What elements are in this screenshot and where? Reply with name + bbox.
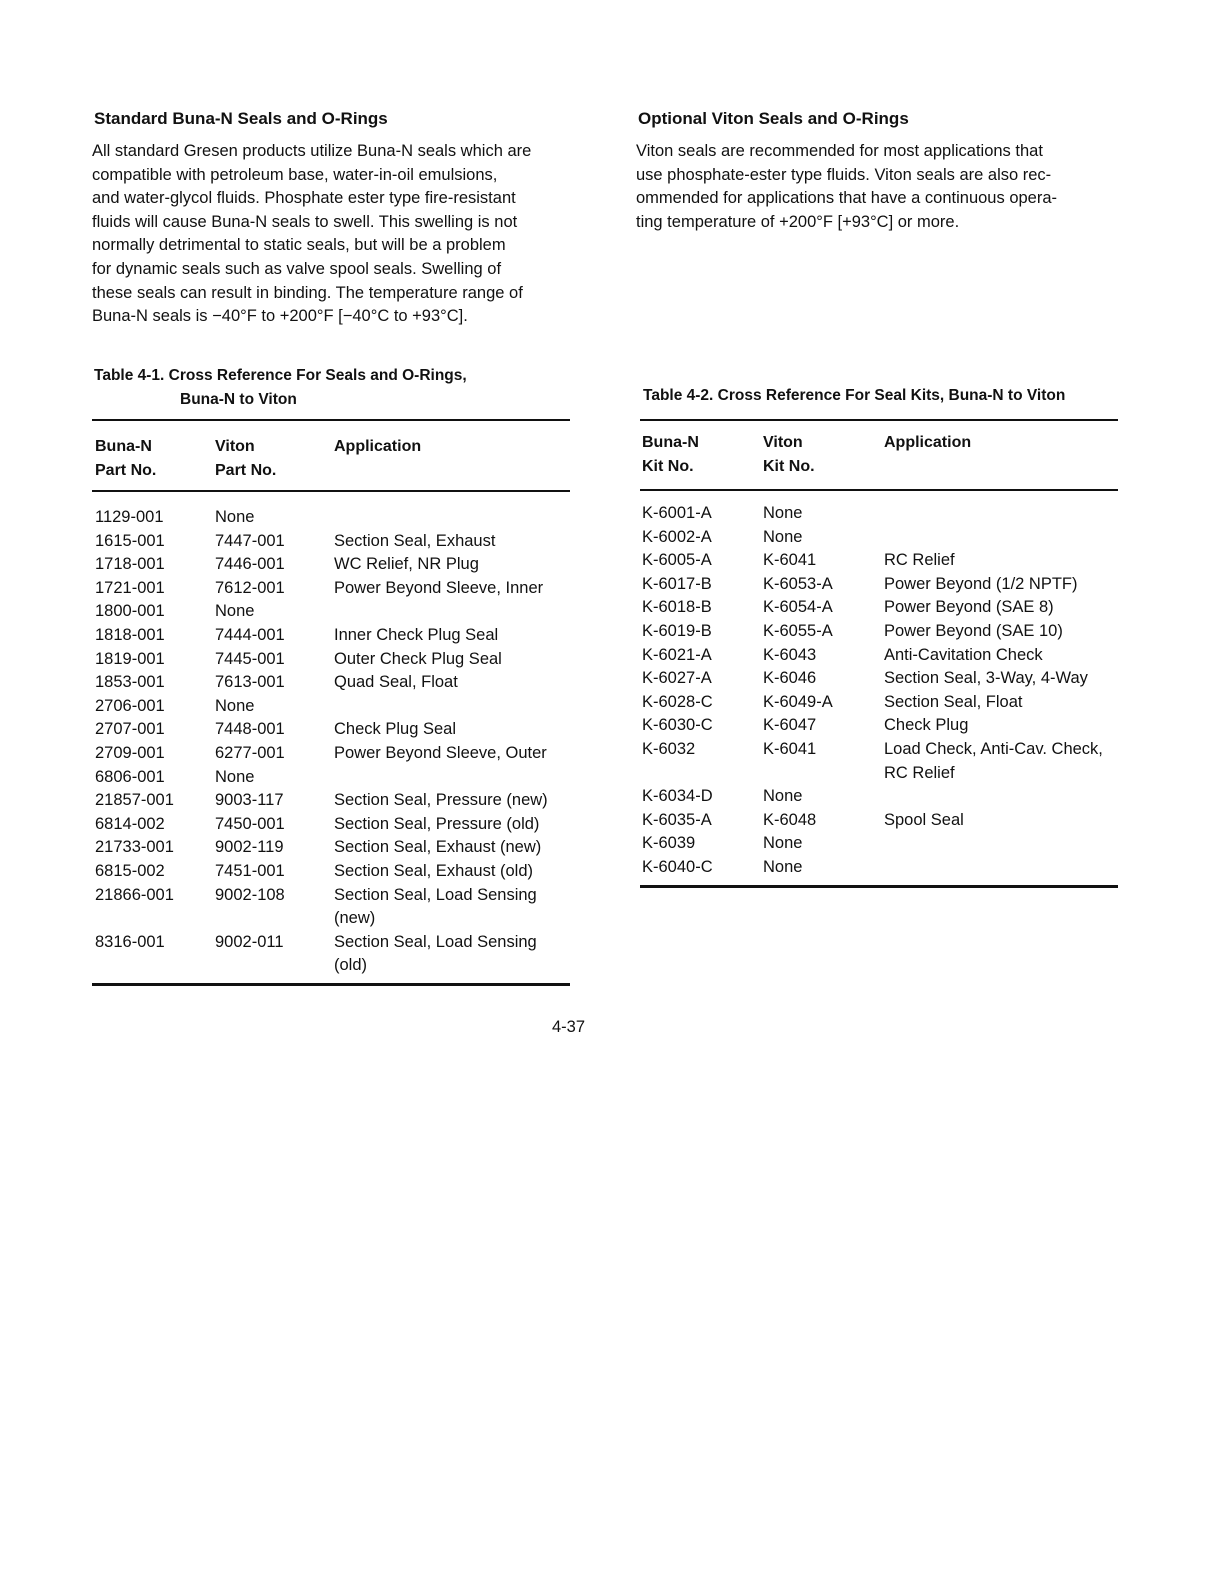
viton-part-cell: 7448-001 <box>215 720 285 739</box>
table1-top-rule <box>92 419 570 421</box>
table1-header-col1-line1: Buna-N <box>95 438 152 455</box>
application-cell <box>334 718 456 742</box>
table2-top-rule <box>640 419 1118 421</box>
table2-header-col3 <box>884 431 971 455</box>
application-cell <box>334 931 537 978</box>
right-paragraph-line: Viton seals are recommended for most applications that <box>636 142 1043 160</box>
viton-part-cell: None <box>763 504 803 522</box>
right-section-heading: Optional Viton Seals and O-Rings <box>638 109 909 128</box>
table1-header-col2-line1: Viton <box>215 438 255 455</box>
application-text: Section Seal, Pressure (new) <box>334 791 548 810</box>
table1-header-col2 <box>215 435 276 483</box>
right-paragraph-line: ommended for applications that have a continuous opera- <box>636 189 1058 208</box>
left-paragraph-line: All standard Gresen products utilize Buna-N seals which are <box>92 142 532 160</box>
table-row <box>642 549 1132 573</box>
viton-part-cell: K-6048 <box>763 810 817 829</box>
application-text: Section Seal, Exhaust (new) <box>334 838 542 857</box>
buna-part-cell: K-6034-D <box>642 787 713 806</box>
application-cell <box>884 573 1078 597</box>
application-text: Check Plug Seal <box>334 720 456 739</box>
application-cell <box>884 620 1063 644</box>
table2-header-col2-line2: Kit No. <box>763 458 815 475</box>
viton-part-cell: K-6043 <box>763 645 817 664</box>
application-text: RC Relief <box>884 551 955 570</box>
application-text: Power Beyond Sleeve, Outer <box>334 743 547 762</box>
left-paragraph-line: compatible with petroleum base, water-in-oil emulsions, <box>92 165 498 184</box>
application-cell <box>884 596 1054 620</box>
buna-part-cell: 8316-001 <box>95 932 165 951</box>
table2-header-col1 <box>642 431 699 479</box>
table-row <box>95 671 575 695</box>
table2-header-col3-line1: Application <box>884 434 972 451</box>
table1-bottom-rule <box>92 983 570 986</box>
table1-header-col3-line1: Application <box>334 438 422 455</box>
viton-part-cell: K-6046 <box>763 669 817 688</box>
application-text: WC Relief, NR Plug <box>334 555 479 574</box>
viton-part-cell: 7613-001 <box>215 673 285 692</box>
table1-header-col3 <box>334 435 421 459</box>
viton-part-cell: 7451-001 <box>215 861 285 880</box>
buna-part-cell: 1129-001 <box>95 508 164 526</box>
buna-part-cell: K-6032 <box>642 739 696 758</box>
application-cell <box>334 530 495 554</box>
viton-part-cell: K-6055-A <box>763 621 833 640</box>
left-section-paragraph <box>92 140 592 329</box>
application-text: Power Beyond Sleeve, Inner <box>334 578 544 597</box>
table-row <box>642 856 1132 880</box>
viton-part-cell: K-6041 <box>763 551 817 570</box>
viton-part-cell: None <box>763 857 803 876</box>
buna-part-cell: K-6002-A <box>642 527 712 546</box>
table-row <box>95 553 575 577</box>
application-text-continued: (old) <box>334 956 368 975</box>
table-row <box>642 644 1132 668</box>
application-text: Power Beyond (SAE 8) <box>884 598 1054 617</box>
buna-part-cell: 1721-001 <box>95 578 165 597</box>
buna-part-cell: 6806-001 <box>95 767 165 786</box>
application-cell <box>884 738 1103 785</box>
table1-header-col2-line2: Part No. <box>215 462 277 479</box>
buna-part-cell: 21857-001 <box>95 791 174 810</box>
application-text: Inner Check Plug Seal <box>334 625 499 644</box>
application-cell <box>334 553 479 577</box>
viton-part-cell: 6277-001 <box>215 743 285 762</box>
table-row <box>95 836 575 860</box>
viton-part-cell: K-6049-A <box>763 692 833 711</box>
buna-part-cell: 1853-001 <box>95 673 165 692</box>
table-row <box>95 766 575 790</box>
buna-part-cell: 2709-001 <box>95 743 165 762</box>
right-section-paragraph <box>636 140 1136 234</box>
viton-part-cell: 9002-011 <box>215 932 284 951</box>
table2-caption-line1: Table 4-2. Cross Reference For Seal Kits, Buna-N to Viton <box>643 387 1066 404</box>
application-text-continued: RC Relief <box>884 763 955 782</box>
table-row <box>95 577 575 601</box>
application-text: Power Beyond (SAE 10) <box>884 621 1063 640</box>
viton-part-cell: K-6053-A <box>763 574 833 593</box>
right-paragraph-line: ting temperature of +200°F [+93°C] or more. <box>636 212 960 231</box>
application-text: Section Seal, 3-Way, 4-Way <box>884 669 1088 688</box>
table1-header-col1-line2: Part No. <box>95 462 157 479</box>
left-section-heading: Standard Buna-N Seals and O-Rings <box>94 109 388 128</box>
buna-part-cell: 1718-001 <box>95 555 165 574</box>
table-row <box>95 884 575 931</box>
table1-header-col1 <box>95 435 156 483</box>
viton-part-cell: 9002-119 <box>215 838 284 857</box>
table1-caption-line2: Buna-N to Viton <box>180 391 297 408</box>
buna-part-cell: 21733-001 <box>95 838 174 857</box>
buna-part-cell: 2706-001 <box>95 696 165 715</box>
table-row <box>642 809 1132 833</box>
table1-caption <box>94 364 467 412</box>
viton-part-cell: None <box>763 527 803 546</box>
page-number: 4-37 <box>552 1018 586 1036</box>
application-cell <box>334 836 541 860</box>
table-row <box>642 596 1132 620</box>
application-cell <box>334 789 548 813</box>
application-cell <box>334 742 547 766</box>
application-text: Power Beyond (1/2 NPTF) <box>884 574 1078 593</box>
application-text: Section Seal, Load Sensing <box>334 932 537 951</box>
buna-part-cell: K-6027-A <box>642 669 712 688</box>
viton-part-cell: K-6041 <box>763 739 817 758</box>
left-paragraph-line: for dynamic seals such as valve spool seals. Swelling of <box>92 259 502 278</box>
buna-part-cell: 1615-001 <box>95 531 165 550</box>
table-row <box>95 600 575 624</box>
buna-part-cell: 21866-001 <box>95 885 174 904</box>
table2-header-col2-line1: Viton <box>763 434 803 451</box>
table-row <box>642 785 1132 809</box>
application-text: Anti-Cavitation Check <box>884 645 1043 664</box>
application-text: Section Seal, Load Sensing <box>334 885 537 904</box>
application-cell <box>884 809 964 833</box>
buna-part-cell: K-6021-A <box>642 645 712 664</box>
viton-part-cell: K-6054-A <box>763 598 833 617</box>
table2-body <box>642 502 1132 880</box>
table-row <box>642 738 1132 785</box>
table1-header-rule <box>92 490 570 492</box>
buna-part-cell: K-6017-B <box>642 574 712 593</box>
viton-part-cell: None <box>763 834 803 853</box>
table-row <box>95 742 575 766</box>
table-row <box>642 667 1132 691</box>
buna-part-cell: 1818-001 <box>95 625 165 644</box>
table-row <box>95 860 575 884</box>
left-paragraph-line: Buna-N seals is −40°F to +200°F [−40°C to +93°C]. <box>92 307 468 326</box>
buna-part-cell: K-6035-A <box>642 810 712 829</box>
table-row <box>642 832 1132 856</box>
buna-part-cell: 1800-001 <box>95 602 165 621</box>
table1-caption-line1: Table 4-1. Cross Reference For Seals and O-Rings, <box>94 367 467 384</box>
table-row <box>642 573 1132 597</box>
table-row <box>642 714 1132 738</box>
left-paragraph-line: these seals can result in binding. The temperature range of <box>92 283 523 302</box>
application-text: Quad Seal, Float <box>334 673 458 692</box>
application-cell <box>884 667 1088 691</box>
application-cell <box>334 813 539 837</box>
application-text: Section Seal, Pressure (old) <box>334 814 540 833</box>
application-cell <box>884 691 1023 715</box>
table-row <box>95 648 575 672</box>
application-text: Section Seal, Float <box>884 692 1023 711</box>
table-row <box>95 530 575 554</box>
application-text: Load Check, Anti-Cav. Check, <box>884 739 1103 758</box>
application-cell <box>334 860 533 884</box>
viton-part-cell: 7446-001 <box>215 555 285 574</box>
application-cell <box>334 577 543 601</box>
buna-part-cell: 6814-002 <box>95 814 165 833</box>
table-row <box>95 695 575 719</box>
table-row <box>95 624 575 648</box>
viton-part-cell: 9002-108 <box>215 885 285 904</box>
viton-part-cell: 9003-117 <box>215 791 284 810</box>
left-paragraph-line: and water-glycol fluids. Phosphate ester type fire-resistant <box>92 189 516 208</box>
application-cell <box>334 648 502 672</box>
application-text: Check Plug <box>884 716 969 735</box>
application-cell <box>884 549 955 573</box>
table-row <box>95 789 575 813</box>
left-paragraph-line: normally detrimental to static seals, but will be a problem <box>92 236 506 255</box>
table2-header-col2 <box>763 431 815 479</box>
viton-part-cell: 7450-001 <box>215 814 285 833</box>
viton-part-cell: None <box>215 767 255 786</box>
viton-part-cell: K-6047 <box>763 716 817 735</box>
table2-header-col1-line2: Kit No. <box>642 458 694 475</box>
table-row <box>642 526 1132 550</box>
table-row <box>642 620 1132 644</box>
viton-part-cell: 7445-001 <box>215 649 285 668</box>
table-row <box>95 813 575 837</box>
viton-part-cell: None <box>215 602 255 621</box>
table2-caption <box>643 384 1065 408</box>
viton-part-cell: 7444-001 <box>215 625 285 644</box>
application-cell <box>884 644 1043 668</box>
buna-part-cell: 6815-002 <box>95 861 165 880</box>
buna-part-cell: K-6018-B <box>642 598 712 617</box>
buna-part-cell: K-6028-C <box>642 692 713 711</box>
application-cell <box>334 671 458 695</box>
buna-part-cell: K-6019-B <box>642 621 712 640</box>
application-cell <box>884 714 968 738</box>
left-paragraph-line: fluids will cause Buna-N seals to swell. This swelling is not <box>92 212 518 231</box>
buna-part-cell: K-6039 <box>642 834 696 853</box>
buna-part-cell: 2707-001 <box>95 720 165 739</box>
table-row <box>95 931 575 978</box>
right-paragraph-line: use phosphate-ester type fluids. Viton seals are also rec- <box>636 165 1052 184</box>
application-text: Section Seal, Exhaust <box>334 531 496 550</box>
viton-part-cell: 7447-001 <box>215 531 285 550</box>
application-text-continued: (new) <box>334 909 376 928</box>
table1-body <box>95 506 575 978</box>
application-text: Spool Seal <box>884 810 964 829</box>
viton-part-cell: None <box>215 696 255 715</box>
table-row <box>642 691 1132 715</box>
application-text: Outer Check Plug Seal <box>334 649 502 668</box>
table-row <box>642 502 1132 526</box>
application-text: Section Seal, Exhaust (old) <box>334 861 534 880</box>
buna-part-cell: 1819-001 <box>95 649 165 668</box>
table2-header-col1-line1: Buna-N <box>642 434 699 451</box>
buna-part-cell: K-6005-A <box>642 551 712 570</box>
application-cell <box>334 624 498 648</box>
buna-part-cell: K-6030-C <box>642 716 713 735</box>
table-row <box>95 506 575 530</box>
table2-header-rule <box>640 489 1118 491</box>
viton-part-cell: None <box>215 508 255 526</box>
buna-part-cell: K-6040-C <box>642 857 713 876</box>
application-cell <box>334 884 537 931</box>
table2-bottom-rule <box>640 885 1118 888</box>
buna-part-cell: K-6001-A <box>642 504 712 522</box>
viton-part-cell: 7612-001 <box>215 578 285 597</box>
table-row <box>95 718 575 742</box>
viton-part-cell: None <box>763 787 803 806</box>
